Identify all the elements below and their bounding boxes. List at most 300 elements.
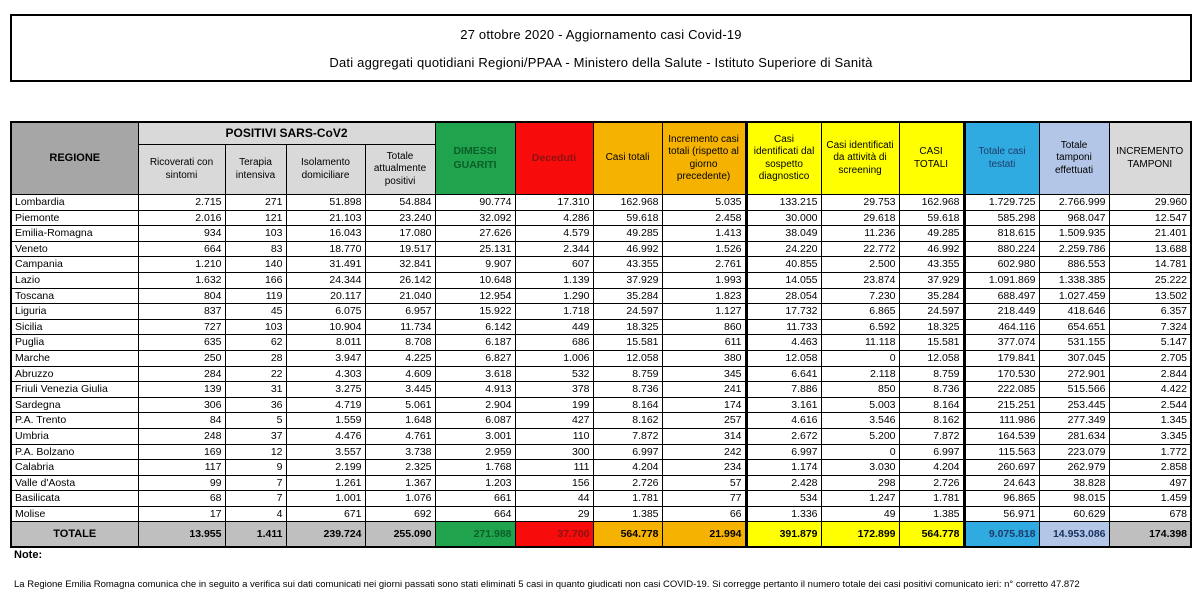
column-header-totale-attualmente-positivi: Totale attualmente positivi <box>365 145 435 195</box>
table-row <box>11 288 1191 304</box>
data-cell: 115.563 <box>964 444 1039 460</box>
data-cell: 18.770 <box>286 241 365 257</box>
data-cell: 169 <box>138 444 225 460</box>
data-cell: 4.286 <box>515 210 593 226</box>
data-cell: 418.646 <box>1039 304 1109 320</box>
data-cell: 248 <box>138 428 225 444</box>
data-cell: 1.729.725 <box>964 195 1039 211</box>
data-cell: 96.865 <box>964 491 1039 507</box>
region-name: Toscana <box>11 288 138 304</box>
data-cell: 27.626 <box>435 226 515 242</box>
table-row <box>11 506 1191 522</box>
data-cell: 29.753 <box>821 195 899 211</box>
data-cell: 111.986 <box>964 413 1039 429</box>
data-cell: 222.085 <box>964 382 1039 398</box>
data-cell: 0 <box>821 350 899 366</box>
data-cell: 103 <box>225 319 286 335</box>
data-cell: 2.904 <box>435 397 515 413</box>
data-cell: 43.355 <box>899 257 964 273</box>
data-cell: 8.708 <box>365 335 435 351</box>
data-cell: 7.872 <box>593 428 662 444</box>
column-header-isolamento-domiciliare: Isolamento domiciliare <box>286 145 365 195</box>
data-cell: 2.259.786 <box>1039 241 1109 257</box>
table-body <box>11 195 1191 522</box>
data-cell: 11.734 <box>365 319 435 335</box>
data-cell: 1.772 <box>1109 444 1191 460</box>
data-cell: 1.336 <box>746 506 821 522</box>
data-cell: 607 <box>515 257 593 273</box>
data-cell: 46.992 <box>899 241 964 257</box>
table-row <box>11 195 1191 211</box>
table-row <box>11 350 1191 366</box>
data-cell: 2.118 <box>821 366 899 382</box>
data-cell: 272.901 <box>1039 366 1109 382</box>
data-cell: 4.303 <box>286 366 365 382</box>
data-cell: 18.325 <box>593 319 662 335</box>
data-cell: 262.979 <box>1039 460 1109 476</box>
data-cell: 215.251 <box>964 397 1039 413</box>
data-cell: 449 <box>515 319 593 335</box>
data-cell: 199 <box>515 397 593 413</box>
data-cell: 241 <box>662 382 746 398</box>
data-cell: 24.643 <box>964 475 1039 491</box>
data-cell: 12.058 <box>593 350 662 366</box>
data-cell: 314 <box>662 428 746 444</box>
data-cell: 6.865 <box>821 304 899 320</box>
data-cell: 3.738 <box>365 444 435 460</box>
data-cell: 3.001 <box>435 428 515 444</box>
total-cell: 239.724 <box>286 522 365 548</box>
data-cell: 5.147 <box>1109 335 1191 351</box>
data-cell: 49.285 <box>899 226 964 242</box>
data-cell: 850 <box>821 382 899 398</box>
table-row <box>11 491 1191 507</box>
data-cell: 2.199 <box>286 460 365 476</box>
data-cell: 3.161 <box>746 397 821 413</box>
table-row <box>11 210 1191 226</box>
data-cell: 23.874 <box>821 272 899 288</box>
data-cell: 54.884 <box>365 195 435 211</box>
data-cell: 635 <box>138 335 225 351</box>
data-cell: 32.841 <box>365 257 435 273</box>
data-cell: 24.597 <box>593 304 662 320</box>
column-header-casi-totali: Casi totali <box>593 122 662 195</box>
data-cell: 671 <box>286 506 365 522</box>
data-cell: 8.164 <box>899 397 964 413</box>
data-cell: 12 <box>225 444 286 460</box>
total-cell: 174.398 <box>1109 522 1191 548</box>
column-header-casi-screening: Casi identificati da attività di screening <box>821 122 899 195</box>
data-cell: 11.733 <box>746 319 821 335</box>
data-cell: 2.344 <box>515 241 593 257</box>
data-cell: 28 <box>225 350 286 366</box>
data-cell: 298 <box>821 475 899 491</box>
data-cell: 111 <box>515 460 593 476</box>
table-row <box>11 413 1191 429</box>
region-name: Veneto <box>11 241 138 257</box>
data-cell: 8.164 <box>593 397 662 413</box>
data-cell: 4.719 <box>286 397 365 413</box>
region-name: Calabria <box>11 460 138 476</box>
data-cell: 99 <box>138 475 225 491</box>
data-cell: 9.907 <box>435 257 515 273</box>
data-cell: 2.726 <box>593 475 662 491</box>
total-cell: 564.778 <box>593 522 662 548</box>
column-header-deceduti: Deceduti <box>515 122 593 195</box>
data-cell: 45 <box>225 304 286 320</box>
data-cell: 1.559 <box>286 413 365 429</box>
covid-data-table <box>10 121 1192 548</box>
data-cell: 1.210 <box>138 257 225 273</box>
data-cell: 2.544 <box>1109 397 1191 413</box>
data-cell: 19.517 <box>365 241 435 257</box>
data-cell: 4.476 <box>286 428 365 444</box>
data-cell: 260.697 <box>964 460 1039 476</box>
data-cell: 218.449 <box>964 304 1039 320</box>
data-cell: 300 <box>515 444 593 460</box>
data-cell: 12.547 <box>1109 210 1191 226</box>
data-cell: 17.080 <box>365 226 435 242</box>
data-cell: 2.325 <box>365 460 435 476</box>
data-cell: 103 <box>225 226 286 242</box>
data-cell: 818.615 <box>964 226 1039 242</box>
data-cell: 427 <box>515 413 593 429</box>
data-cell: 37.929 <box>899 272 964 288</box>
data-cell: 692 <box>365 506 435 522</box>
region-name: Abruzzo <box>11 366 138 382</box>
data-cell: 164.539 <box>964 428 1039 444</box>
data-cell: 98.015 <box>1039 491 1109 507</box>
data-cell: 17.732 <box>746 304 821 320</box>
region-name: Piemonte <box>11 210 138 226</box>
data-cell: 686 <box>515 335 593 351</box>
data-cell: 11.118 <box>821 335 899 351</box>
table-row <box>11 241 1191 257</box>
region-name: Sardegna <box>11 397 138 413</box>
region-name: Puglia <box>11 335 138 351</box>
data-cell: 133.215 <box>746 195 821 211</box>
data-cell: 3.618 <box>435 366 515 382</box>
data-cell: 2.705 <box>1109 350 1191 366</box>
data-cell: 22.772 <box>821 241 899 257</box>
total-cell: 391.879 <box>746 522 821 548</box>
region-name: Umbria <box>11 428 138 444</box>
data-cell: 6.592 <box>821 319 899 335</box>
data-cell: 8.162 <box>593 413 662 429</box>
table-row <box>11 257 1191 273</box>
data-cell: 2.500 <box>821 257 899 273</box>
table-header <box>11 122 1191 195</box>
data-cell: 38.049 <box>746 226 821 242</box>
data-cell: 9 <box>225 460 286 476</box>
data-cell: 59.618 <box>899 210 964 226</box>
data-cell: 968.047 <box>1039 210 1109 226</box>
data-cell: 24.597 <box>899 304 964 320</box>
column-header-incremento-casi-totali: Incremento casi totali (rispetto al giorno precedente) <box>662 122 746 195</box>
data-cell: 40.855 <box>746 257 821 273</box>
data-cell: 57 <box>662 475 746 491</box>
data-cell: 49 <box>821 506 899 522</box>
data-cell: 1.338.385 <box>1039 272 1109 288</box>
region-name: Campania <box>11 257 138 273</box>
data-cell: 8.736 <box>899 382 964 398</box>
data-cell: 8.011 <box>286 335 365 351</box>
total-cell: 564.778 <box>899 522 964 548</box>
data-cell: 6.957 <box>365 304 435 320</box>
table-row <box>11 444 1191 460</box>
data-cell: 1.091.869 <box>964 272 1039 288</box>
total-cell: 14.953.086 <box>1039 522 1109 548</box>
region-name: Liguria <box>11 304 138 320</box>
data-cell: 8.759 <box>899 366 964 382</box>
data-cell: 804 <box>138 288 225 304</box>
data-cell: 7.230 <box>821 288 899 304</box>
data-cell: 8.736 <box>593 382 662 398</box>
data-cell: 6.997 <box>593 444 662 460</box>
data-cell: 14.055 <box>746 272 821 288</box>
data-cell: 1.385 <box>593 506 662 522</box>
data-cell: 497 <box>1109 475 1191 491</box>
data-cell: 162.968 <box>593 195 662 211</box>
column-header-regione: REGIONE <box>11 122 138 195</box>
data-cell: 1.459 <box>1109 491 1191 507</box>
data-cell: 24.344 <box>286 272 365 288</box>
data-cell: 3.947 <box>286 350 365 366</box>
data-cell: 110 <box>515 428 593 444</box>
data-cell: 83 <box>225 241 286 257</box>
data-cell: 3.030 <box>821 460 899 476</box>
data-cell: 2.858 <box>1109 460 1191 476</box>
data-cell: 1.781 <box>593 491 662 507</box>
total-row <box>11 522 1191 548</box>
data-cell: 4.204 <box>899 460 964 476</box>
data-cell: 8.759 <box>593 366 662 382</box>
data-cell: 14.781 <box>1109 257 1191 273</box>
data-cell: 271 <box>225 195 286 211</box>
data-cell: 51.898 <box>286 195 365 211</box>
data-cell: 1.203 <box>435 475 515 491</box>
data-cell: 3.557 <box>286 444 365 460</box>
data-cell: 253.445 <box>1039 397 1109 413</box>
region-name: Molise <box>11 506 138 522</box>
data-cell: 8.162 <box>899 413 964 429</box>
data-cell: 242 <box>662 444 746 460</box>
data-cell: 32.092 <box>435 210 515 226</box>
data-cell: 284 <box>138 366 225 382</box>
data-cell: 5.200 <box>821 428 899 444</box>
data-cell: 880.224 <box>964 241 1039 257</box>
column-header-casi-totali-2: CASI TOTALI <box>899 122 964 195</box>
total-label: TOTALE <box>11 522 138 548</box>
data-cell: 2.726 <box>899 475 964 491</box>
data-cell: 6.997 <box>899 444 964 460</box>
table-footer <box>11 522 1191 548</box>
column-header-totale-tamponi: Totale tamponi effettuati <box>1039 122 1109 195</box>
data-cell: 654.651 <box>1039 319 1109 335</box>
data-cell: 6.187 <box>435 335 515 351</box>
data-cell: 17.310 <box>515 195 593 211</box>
data-cell: 1.993 <box>662 272 746 288</box>
table-row <box>11 304 1191 320</box>
region-name: Basilicata <box>11 491 138 507</box>
total-cell: 172.899 <box>821 522 899 548</box>
table-row <box>11 382 1191 398</box>
data-cell: 84 <box>138 413 225 429</box>
data-cell: 38.828 <box>1039 475 1109 491</box>
data-cell: 1.261 <box>286 475 365 491</box>
data-cell: 30.000 <box>746 210 821 226</box>
data-cell: 1.632 <box>138 272 225 288</box>
data-cell: 12.954 <box>435 288 515 304</box>
region-name: Lazio <box>11 272 138 288</box>
data-cell: 1.718 <box>515 304 593 320</box>
data-cell: 4.422 <box>1109 382 1191 398</box>
total-cell: 1.411 <box>225 522 286 548</box>
data-cell: 31.491 <box>286 257 365 273</box>
data-cell: 49.285 <box>593 226 662 242</box>
total-cell: 255.090 <box>365 522 435 548</box>
data-cell: 378 <box>515 382 593 398</box>
data-cell: 1.139 <box>515 272 593 288</box>
data-cell: 602.980 <box>964 257 1039 273</box>
data-cell: 1.413 <box>662 226 746 242</box>
notes-heading: Note: <box>14 549 43 561</box>
data-cell: 5.003 <box>821 397 899 413</box>
data-cell: 585.298 <box>964 210 1039 226</box>
column-header-dimessi-guariti: DIMESSI GUARITI <box>435 122 515 195</box>
data-cell: 68 <box>138 491 225 507</box>
column-header-ricoverati-con-sintomi: Ricoverati con sintomi <box>138 145 225 195</box>
data-cell: 1.001 <box>286 491 365 507</box>
data-cell: 2.761 <box>662 257 746 273</box>
data-cell: 77 <box>662 491 746 507</box>
data-cell: 2.016 <box>138 210 225 226</box>
data-cell: 162.968 <box>899 195 964 211</box>
data-cell: 6.827 <box>435 350 515 366</box>
data-cell: 117 <box>138 460 225 476</box>
data-cell: 37.929 <box>593 272 662 288</box>
data-cell: 4.225 <box>365 350 435 366</box>
data-cell: 345 <box>662 366 746 382</box>
data-cell: 837 <box>138 304 225 320</box>
table-row <box>11 319 1191 335</box>
data-cell: 22 <box>225 366 286 382</box>
data-cell: 121 <box>225 210 286 226</box>
data-cell: 13.688 <box>1109 241 1191 257</box>
data-cell: 727 <box>138 319 225 335</box>
data-cell: 1.290 <box>515 288 593 304</box>
data-cell: 2.766.999 <box>1039 195 1109 211</box>
column-group-positivi-sars-cov2: POSITIVI SARS-CoV2 <box>138 122 435 145</box>
data-cell: 43.355 <box>593 257 662 273</box>
table-row <box>11 366 1191 382</box>
data-cell: 223.079 <box>1039 444 1109 460</box>
data-cell: 29.618 <box>821 210 899 226</box>
data-cell: 464.116 <box>964 319 1039 335</box>
data-cell: 13.502 <box>1109 288 1191 304</box>
data-cell: 1.345 <box>1109 413 1191 429</box>
data-cell: 1.174 <box>746 460 821 476</box>
report-title-line1: 27 ottobre 2020 - Aggiornamento casi Covid-19 <box>460 26 742 42</box>
data-cell: 25.131 <box>435 241 515 257</box>
data-cell: 29.960 <box>1109 195 1191 211</box>
total-cell: 271.988 <box>435 522 515 548</box>
data-cell: 3.546 <box>821 413 899 429</box>
data-cell: 1.367 <box>365 475 435 491</box>
table-row <box>11 397 1191 413</box>
data-cell: 18.325 <box>899 319 964 335</box>
data-cell: 6.997 <box>746 444 821 460</box>
region-name: Sicilia <box>11 319 138 335</box>
data-cell: 119 <box>225 288 286 304</box>
data-cell: 2.959 <box>435 444 515 460</box>
total-cell: 13.955 <box>138 522 225 548</box>
data-cell: 15.581 <box>593 335 662 351</box>
data-cell: 532 <box>515 366 593 382</box>
data-cell: 2.844 <box>1109 366 1191 382</box>
data-cell: 1.768 <box>435 460 515 476</box>
data-cell: 1.385 <box>899 506 964 522</box>
data-cell: 56.971 <box>964 506 1039 522</box>
data-cell: 1.648 <box>365 413 435 429</box>
data-cell: 1.781 <box>899 491 964 507</box>
data-cell: 2.672 <box>746 428 821 444</box>
data-cell: 4.204 <box>593 460 662 476</box>
region-name: Lombardia <box>11 195 138 211</box>
data-cell: 36 <box>225 397 286 413</box>
data-cell: 20.117 <box>286 288 365 304</box>
data-cell: 307.045 <box>1039 350 1109 366</box>
data-cell: 174 <box>662 397 746 413</box>
data-cell: 24.220 <box>746 241 821 257</box>
data-cell: 4.579 <box>515 226 593 242</box>
data-cell: 7.872 <box>899 428 964 444</box>
data-cell: 6.357 <box>1109 304 1191 320</box>
data-cell: 62 <box>225 335 286 351</box>
data-cell: 2.458 <box>662 210 746 226</box>
column-header-incremento-tamponi: INCREMENTO TAMPONI <box>1109 122 1191 195</box>
data-cell: 886.553 <box>1039 257 1109 273</box>
data-cell: 1.247 <box>821 491 899 507</box>
data-cell: 4.761 <box>365 428 435 444</box>
data-cell: 4.616 <box>746 413 821 429</box>
data-cell: 5.035 <box>662 195 746 211</box>
data-cell: 7.886 <box>746 382 821 398</box>
data-cell: 380 <box>662 350 746 366</box>
data-cell: 688.497 <box>964 288 1039 304</box>
data-cell: 16.043 <box>286 226 365 242</box>
total-cell: 37.700 <box>515 522 593 548</box>
data-cell: 860 <box>662 319 746 335</box>
region-name: Valle d'Aosta <box>11 475 138 491</box>
data-cell: 37 <box>225 428 286 444</box>
data-cell: 664 <box>435 506 515 522</box>
data-cell: 4.609 <box>365 366 435 382</box>
data-cell: 6.142 <box>435 319 515 335</box>
region-name: Friuli Venezia Giulia <box>11 382 138 398</box>
data-cell: 1.823 <box>662 288 746 304</box>
data-cell: 4 <box>225 506 286 522</box>
region-name: P.A. Bolzano <box>11 444 138 460</box>
data-cell: 6.075 <box>286 304 365 320</box>
data-cell: 10.904 <box>286 319 365 335</box>
data-cell: 277.349 <box>1039 413 1109 429</box>
data-cell: 250 <box>138 350 225 366</box>
data-cell: 611 <box>662 335 746 351</box>
data-cell: 1.027.459 <box>1039 288 1109 304</box>
data-cell: 531.155 <box>1039 335 1109 351</box>
data-cell: 515.566 <box>1039 382 1109 398</box>
